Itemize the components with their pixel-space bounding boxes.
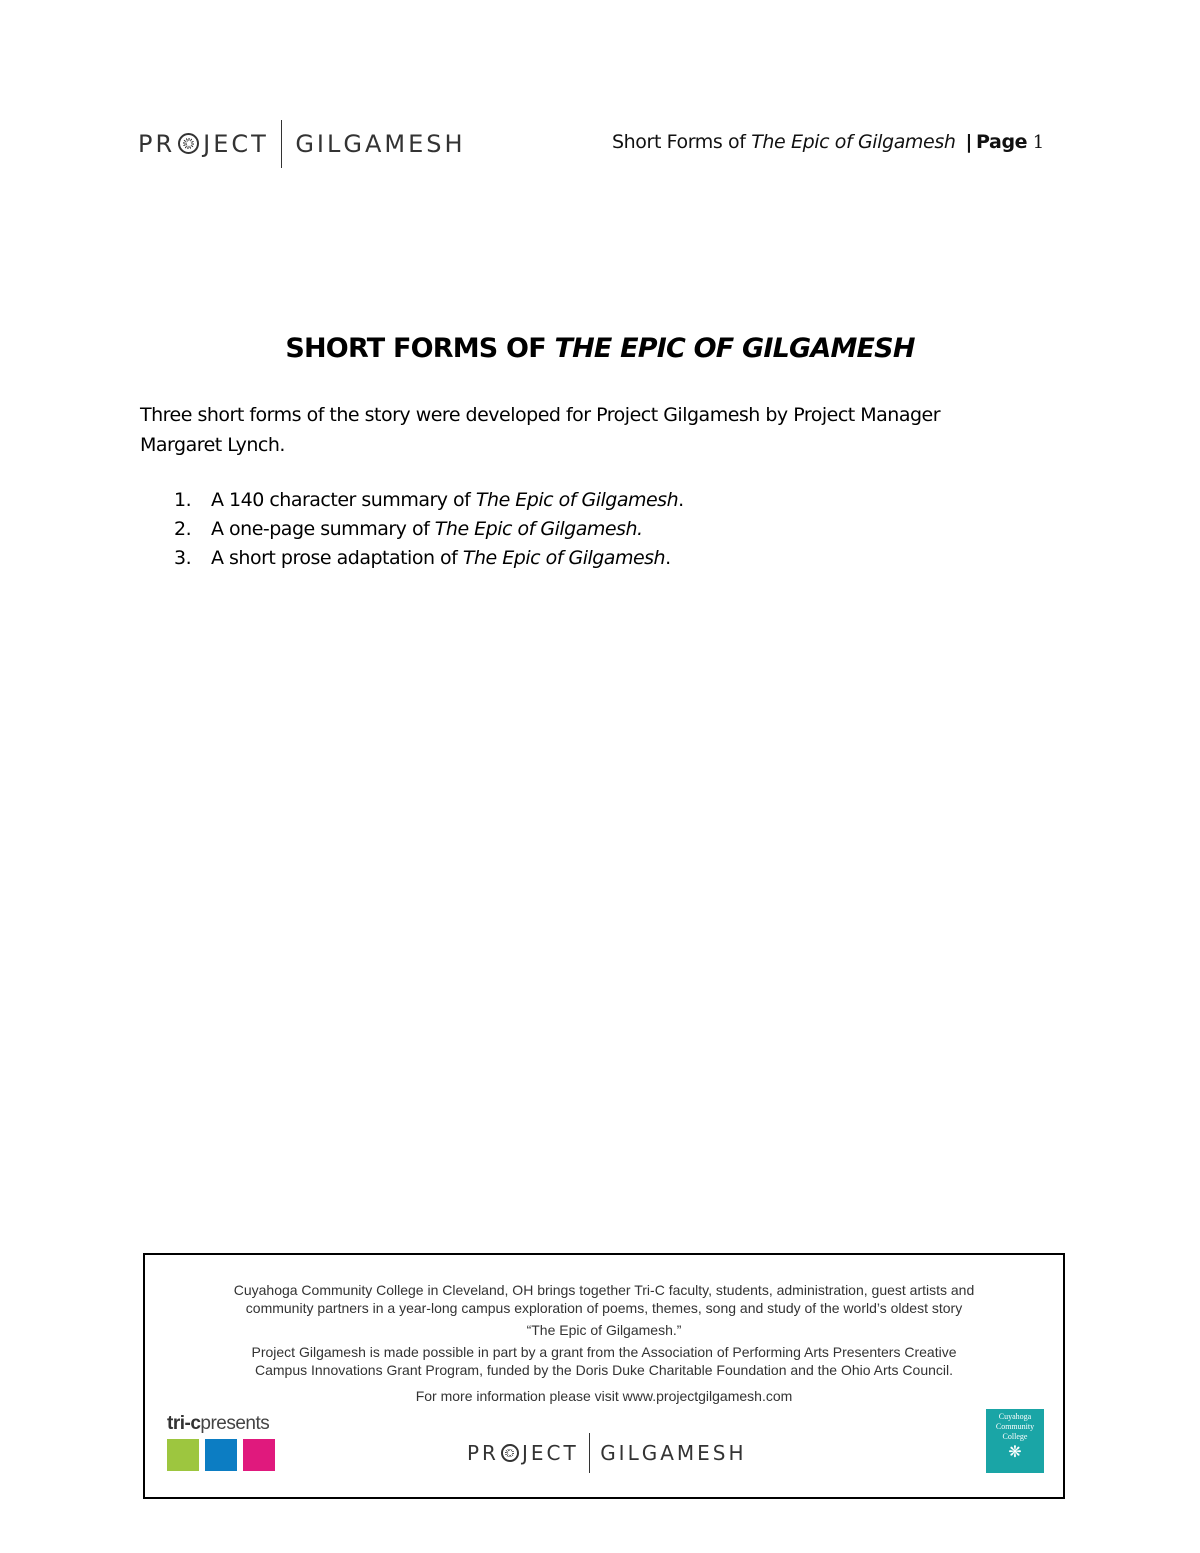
short-forms-list — [174, 486, 684, 573]
tric-presents-logo: tri-cpresents — [167, 1413, 275, 1471]
cuyahoga-college-logo: Cuyahoga Community College ❋ — [986, 1409, 1044, 1473]
logo-divider — [281, 120, 283, 168]
logo-word-gilgamesh: GILGAMESH — [295, 130, 466, 158]
intro-paragraph: Three short forms of the story were developed for Project Gilgamesh by Project Manager Margaret Lynch. — [140, 404, 941, 456]
green-square — [167, 1439, 199, 1471]
page-header-title: The Epic of Gilgamesh — [751, 131, 956, 153]
list-item: 1. A 140 character summary of The Epic of Gilgamesh. — [174, 489, 684, 511]
list-item: 2. A one-page summary of The Epic of Gilgamesh. — [174, 518, 643, 540]
logo-word-project: PR JECT — [138, 130, 269, 158]
footer-text: Cuyahoga Community College in Cleveland, OH brings together Tri-C faculty, students, administration, guest artists and community partners in a year-long campus exploration of poems, themes, song and study of the world’s oldest story “The Epic of Gilgamesh.” Project Gilgamesh is made possible in part by a grant from the Association of Performing Arts Presenters Creative Campus Innovations Grant Program, funded by the Doris Duke Charitable Foundation and the Ohio Arts Council. For more information please visit www.projectgilgamesh.com — [145, 1281, 1063, 1405]
footer-info-link: For more information please visit www.projectgilgamesh.com — [415, 1388, 793, 1404]
footer-box — [143, 1253, 1065, 1499]
pink-square — [243, 1439, 275, 1471]
logo-divider — [589, 1433, 591, 1473]
sun-icon — [178, 133, 199, 154]
page-header: Short Forms of The Epic of Gilgamesh | Page 1 — [612, 131, 1044, 153]
blue-square — [205, 1439, 237, 1471]
document-title: SHORT FORMS OF THE EPIC OF GILGAMESH — [285, 333, 915, 364]
page-number: 1 — [1032, 132, 1044, 153]
sun-icon — [501, 1444, 519, 1462]
footer-logo: PR JECT GILGAMESH — [467, 1433, 747, 1473]
page-label: Page — [976, 131, 1028, 153]
flower-icon: ❋ — [1008, 1444, 1022, 1461]
list-item: 3. A short prose adaptation of The Epic of Gilgamesh. — [174, 547, 671, 569]
header-logo — [138, 120, 466, 168]
